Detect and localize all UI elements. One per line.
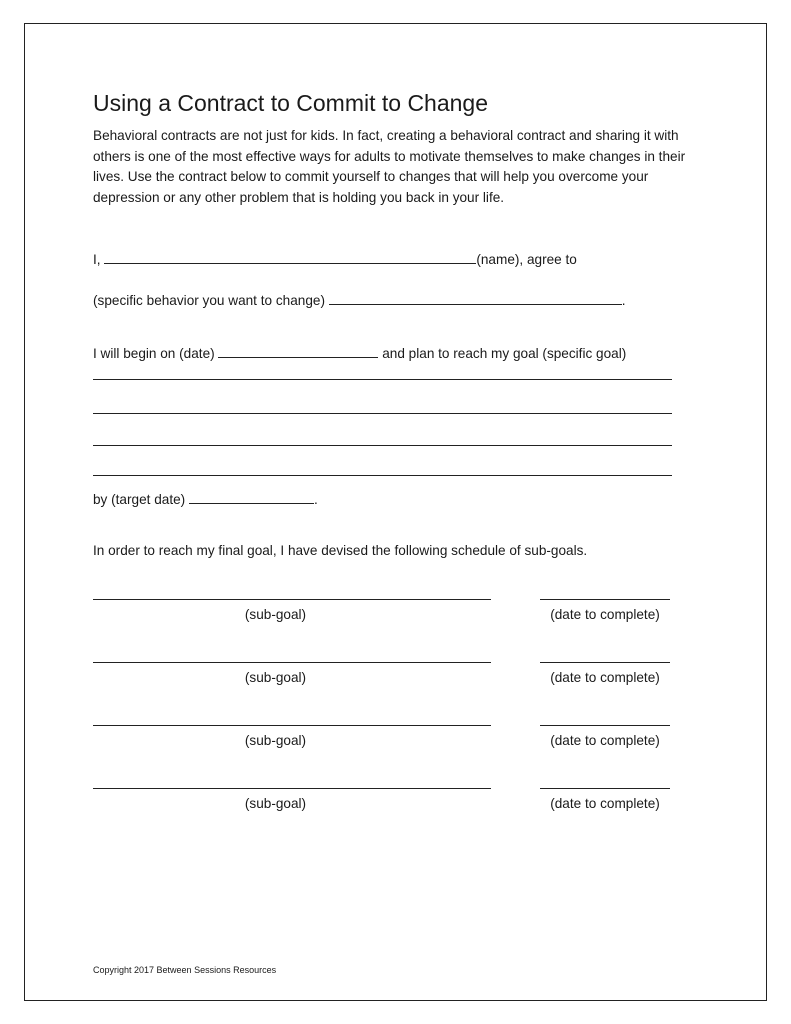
subgoal-row (0, 662, 791, 702)
begin-line (93, 345, 626, 361)
subgoal-date-label: (date to complete) (550, 670, 660, 685)
subgoal-date-label: (date to complete) (550, 796, 660, 811)
subgoal-intro: In order to reach my final goal, I have devised the following schedule of sub-goals. (93, 543, 588, 558)
goal-line-4[interactable] (93, 475, 672, 476)
copyright-notice: Copyright 2017 Between Sessions Resources (93, 965, 277, 975)
subgoal-date-label: (date to complete) (550, 607, 660, 622)
subgoal-label: (sub-goal) (244, 670, 307, 685)
target-end: . (313, 492, 318, 507)
name-line (93, 251, 577, 267)
subgoal-label: (sub-goal) (244, 796, 307, 811)
behavior-line (93, 292, 626, 308)
begin-middle-text: and plan to reach my goal (specific goal) (382, 346, 627, 361)
name-prefix: I, (93, 252, 101, 267)
name-suffix: (name), agree to (476, 252, 577, 267)
subgoal-date-blank[interactable] (540, 788, 670, 789)
begin-label: I will begin on (date) (93, 346, 215, 361)
target-date-blank[interactable] (189, 491, 314, 504)
behavior-label: (specific behavior you want to change) (93, 293, 325, 308)
subgoal-row (0, 788, 791, 828)
goal-line-2[interactable] (93, 413, 672, 414)
subgoal-row (0, 599, 791, 639)
subgoal-date-label: (date to complete) (550, 733, 660, 748)
subgoal-blank[interactable] (93, 599, 491, 600)
subgoal-date-blank[interactable] (540, 725, 670, 726)
subgoal-date-blank[interactable] (540, 662, 670, 663)
subgoal-label: (sub-goal) (244, 607, 307, 622)
begin-date-blank[interactable] (218, 345, 378, 358)
behavior-end: . (621, 293, 626, 308)
subgoal-date-blank[interactable] (540, 599, 670, 600)
target-line (93, 491, 318, 507)
goal-line-1[interactable] (93, 379, 672, 380)
behavior-blank[interactable] (329, 292, 622, 305)
subgoal-blank[interactable] (93, 788, 491, 789)
name-blank[interactable] (104, 251, 476, 264)
subgoal-blank[interactable] (93, 662, 491, 663)
subgoal-row (0, 725, 791, 765)
subgoal-blank[interactable] (93, 725, 491, 726)
subgoal-label: (sub-goal) (244, 733, 307, 748)
target-label: by (target date) (93, 492, 186, 507)
intro-paragraph: Behavioral contracts are not just for kids. In fact, creating a behavioral contract and sharing it with others is one of the most effective ways for adults to motivate themselves to make changes in their lives. Use the contract below to commit yourself to changes that will help you overcome your depression or any other problem that is holding you back in your life. (93, 128, 686, 205)
goal-line-3[interactable] (93, 445, 672, 446)
worksheet-title: Using a Contract to Commit to Change (93, 90, 489, 116)
